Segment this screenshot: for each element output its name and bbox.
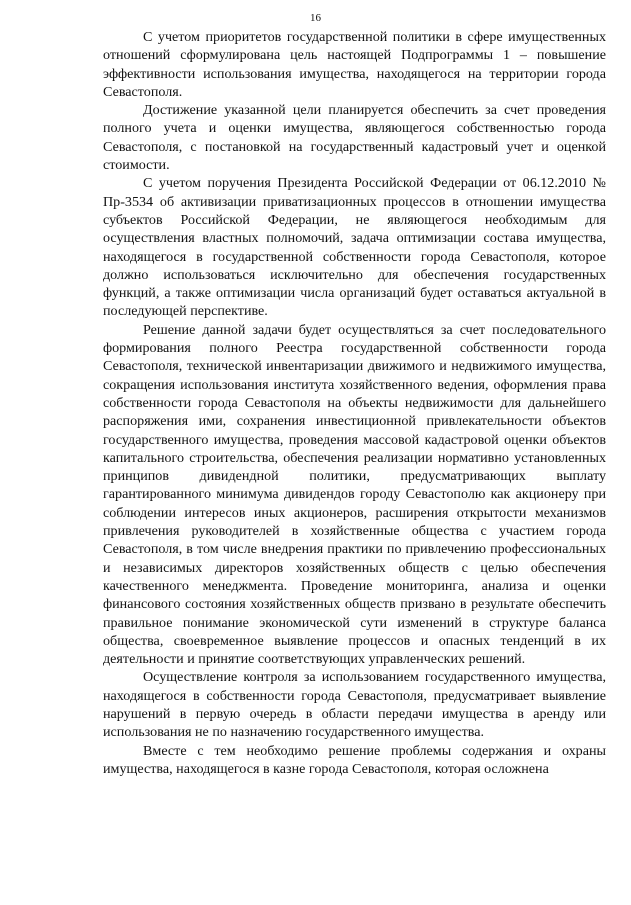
- paragraph-presidential-order: С учетом поручения Президента Российской Федерации от 06.12.2010 № Пр-3534 об активизации приватизационных процессов в отношении имущества субъектов Российской Федерации, не являющегося необходимым для осуществления властных полномочий, задача оптимизации состава имущества, находящегося в государственной собственности города Севастополя, которое должно использоваться исключительно для обеспечения государственных функций, а также оптимизации числа организаций будет оставаться актуальной в последующей перспективе.: [103, 175, 606, 320]
- page-number: 16: [310, 12, 321, 24]
- paragraph-achievement: Достижение указанной цели планируется обеспечить за счет проведения полного учета и оценки имущества, являющегося собственностью города Севастополя, с постановкой на государственный кадастровый учет и оценкой стоимости.: [103, 102, 606, 174]
- paragraph-control: Осуществление контроля за использованием государственного имущества, находящегося в собственности города Севастополя, предусматривает выявление нарушений в первую очередь в области передачи имущества в аренду или использования не по назначению государственного имущества.: [103, 669, 606, 741]
- paragraph-maintenance: Вместе с тем необходимо решение проблемы содержания и охраны имущества, находящегося в казне города Севастополя, которая осложнена: [103, 742, 606, 777]
- paragraph-task-solution: Решение данной задачи будет осуществляться за счет последовательного формирования полного Реестра государственной собственности города Севастополя, технической инвентаризации движимого и недвижимого имущества, сокращения использования института хозяйственного ведения, оформления права собственности города Севастополя на объекты недвижимости для дальнейшего распоряжения ими, сохранения инвестиционной привлекательности объектов государственного имущества, проведения массовой кадастровой оценки объектов капитального строительства, обеспечения реализации нормативно установленных принципов дивидендной политики, предусматривающих выплату гарантированного минимума дивидендов городу Севастополю как акционеру при соблюдении интересов иных акционеров, расширения открытости механизмов привлечения руководителей в хозяйственные общества с участием города Севастополя, в том числе внедрения практики по привлечению профессиональных и независимых директоров хозяйственных обществ с целью обеспечения качественного менеджмента. Проведение мониторинга, анализа и оценки финансового состояния хозяйственных обществ призвано в результате обеспечить правильное понимание экономической сути изменений в структуре баланса общества, своевременное выявление процессов и опасных тенденций в их деятельности и принятие соответствующих управленческих решений.: [103, 321, 606, 668]
- paragraph-goal: С учетом приоритетов государственной политики в сфере имущественных отношений сформулирована цель настоящей Подпрограммы 1 – повышение эффективности использования имущества, находящегося на территории города Севастополя.: [103, 29, 606, 100]
- document-body: [103, 28, 606, 778]
